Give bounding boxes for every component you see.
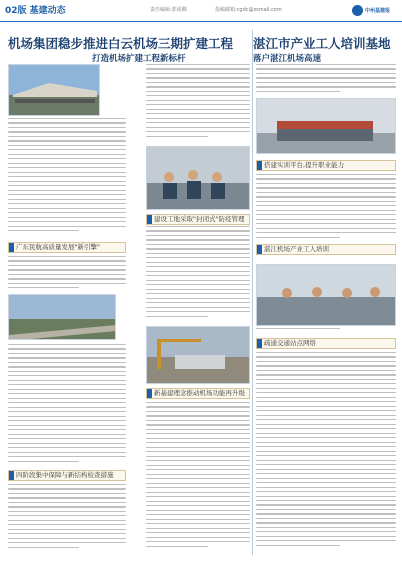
- logo-text: 中州基建报: [365, 8, 391, 14]
- body-text: [146, 64, 250, 144]
- contact-email[interactable]: 投稿邮箱:cgdc@zsmail.com: [215, 7, 282, 13]
- section-heading: 疏通交通站点网络: [256, 338, 396, 349]
- body-text: [146, 402, 250, 552]
- section-heading: 搭建实训平台,提升职业能力: [256, 160, 396, 171]
- section-heading: 湛江机场产业工人培训: [256, 244, 396, 255]
- section-heading: 建设工地采取"封闭式"防疫管理: [146, 214, 250, 225]
- meeting-photo: [146, 146, 250, 210]
- body-text: [256, 352, 396, 552]
- right-headline: 湛江市产业工人培训基地: [253, 36, 391, 51]
- body-text: [8, 118, 126, 238]
- runway-photo: [8, 294, 116, 340]
- body-text: [8, 344, 126, 466]
- left-headline: 机场集团稳步推进白云机场三期扩建工程: [8, 36, 234, 51]
- body-text: [256, 64, 396, 96]
- masthead: [0, 0, 402, 22]
- right-subtitle: 落户湛江机场高速: [253, 54, 322, 64]
- terminal-photo: [8, 64, 100, 116]
- editor-credit: 责任编辑:郭成卿: [150, 7, 187, 13]
- body-text: [8, 484, 126, 554]
- newspaper-logo: [352, 4, 398, 18]
- page-label: 02版 基建动态: [5, 6, 66, 16]
- column-divider: [252, 30, 253, 555]
- body-text: [256, 174, 396, 242]
- body-text: [8, 256, 126, 292]
- section-heading: 广东民航高质量发展"新引擎": [8, 242, 126, 253]
- training-base-photo: [256, 98, 396, 154]
- sphere-logo-icon: [352, 5, 363, 16]
- construction-photo: [146, 326, 250, 384]
- section-heading: 新基建理念推动机场功能再升级: [146, 388, 250, 399]
- body-text: [146, 226, 250, 324]
- classroom-photo: [256, 264, 396, 326]
- body-text: [256, 328, 396, 336]
- section-heading: 四阶段集中保障与新结构检查措施: [8, 470, 126, 481]
- left-subtitle: 打造机场扩建工程新标杆: [92, 54, 186, 64]
